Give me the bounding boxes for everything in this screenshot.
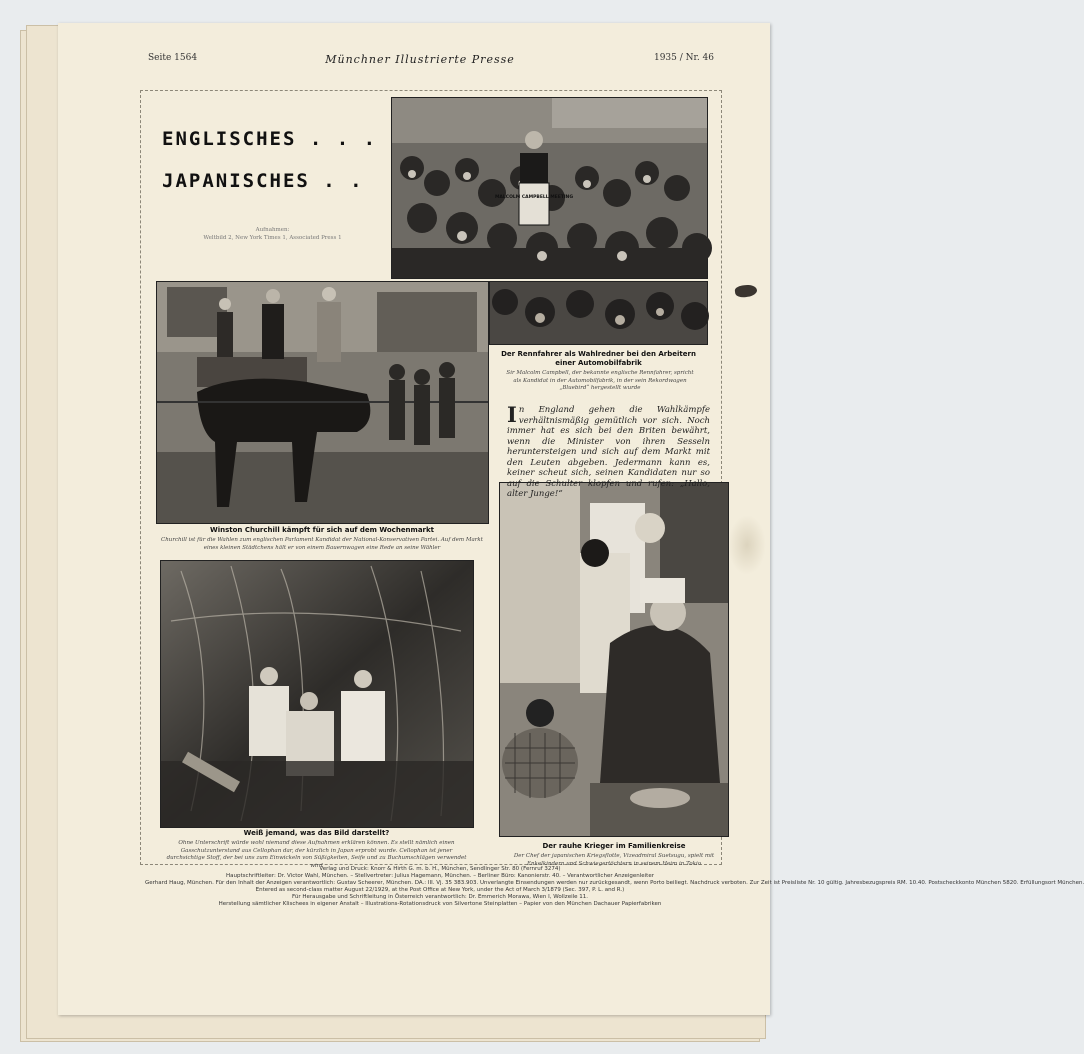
photo-campbell-meeting [391,97,708,279]
caption-title-rennfahrer: Der Rennfahrer als Wahlredner bei den Arbeitern einer Automobilfabrik [501,350,696,367]
imprint-line-5: Für Herausgabe und Schriftleitung in Österreich verantwortlich: Dr. Emmerich Morawa, Wien I, Wollzeile 11. [291,894,589,900]
article-text [507,402,710,500]
page-stain [728,515,766,575]
photo-credit-label: Aufnahmen: [255,227,290,233]
imprint-line-1: Verlag und Druck: Knorr & Hirth G. m. b. H., München, Sendlinger Str. 80 (Fernruf 3274) [319,866,561,872]
meeting-sign-text: MALCOLM CAMPBELL MEETING [494,195,574,200]
imprint-line-6: Herstellung sämtlicher Klischees in eigener Anstalt – Illustrations-Rotationsdruck von Silvertone Steinplatten – Papier von den München Dachauer Papierfabriken [218,901,662,907]
photo-crowd-lower [489,281,708,345]
caption-body-krieger: Der Chef der japanischen Kriegsflotte, Vizeadmiral Suetsugu, spielt mit Enkelkindern und Schwiegertöchtern in seinem Heim in Tokio [513,853,715,867]
photo-churchill-market [156,281,489,524]
caption-title-krieger: Der rauhe Krieger im Familienkreise [542,842,686,850]
imprint-line-3: Gerhard Haug, München. Für den Inhalt der Anzeigen verantwortlich: Gustav Scheerer, München. DA.: III. Vj. 35 383.903. Unverlangte Einsendungen werden nur zurückgesandt, wenn Porto beiliegt. Nachdruck verboten. Zur Zeit ist Preisliste Nr. 10 gültig. Jahresbezugspreis RM. 10.40. Postscheckkonto München 5820. Erfüllungsort München. [145,880,1084,886]
caption-body-rennfahrer: Sir Malcolm Campbell, der bekannte englische Rennfahrer, spricht als Kandidat in der Automobilfabrik, in der sein Rekordwagen „Bluebird“ hergestellt wurde [506,370,694,391]
imprint-line-2: Hauptschriftleiter: Dr. Victor Wahl, München. – Stellvertreter: Julius Hagemann, München. – Berliner Büro: Kanonierstr. 40. – Verantwortlicher Anzeigenleiter [226,873,654,879]
caption-body-bild: Ohne Unterschrift würde wohl niemand diese Aufnahmen erklären können. Es stellt nämlich einen Gasschutzunterstand aus Cellophan dar, der kürzlich in Japan erprobt wurde. Cellophan ist jener durchsichtige Stoff, der bei uns zum Einwickeln von Süßigkeiten, Seife und zu Buchumschlägen verwendet wird [166,840,467,869]
page-number: Seite 1564 [148,53,198,63]
photo-cellophane-shelter [160,560,474,828]
caption-title-churchill: Winston Churchill kämpft für sich auf dem Wochenmarkt [209,526,435,534]
headline-englisches: ENGLISCHES . . . [162,128,378,150]
article-body: n England gehen die Wahlkämpfe verhältnismäßig gemütlich vor sich. Noch immer hat es sich bei den Briten bewährt, wenn die Minister von ihren Sesseln heruntersteigen und sich auf dem Markt mit den Leuten abgeben. Jedermann kann es, keiner scheut sich, seinen Kandidaten nur so auf die Schulter klopfen und rufen: „Hallo, alter Junge!“ [507,405,710,499]
issue-number: 1935 / Nr. 46 [653,53,714,63]
photo-credit [165,226,380,242]
article-dropcap: I [507,402,517,427]
caption-title-bild: Weiß jemand, was das Bild darstellt? [243,829,390,837]
imprint-line-4: Entered as second-class matter August 22/1929, at the Post Office at New York, under the Act of March 3/1879 (Sec. 397, P. L. and R.) [255,887,625,893]
caption-body-churchill: Churchill ist für die Wahlen zum englischen Parlament Kandidat der National-Konservativen Partei. Auf dem Markt eines kleinen Städtchens hält er von einem Bauernwagen eine Rede an seine Wähler [161,537,483,551]
headline-japanisches: JAPANISCHES . . [162,170,364,192]
imprint [145,866,1084,908]
photo-credit-text: Weltbild 2, New York Times 1, Associated Press 1 [203,235,342,241]
photo-admiral-family [499,482,729,837]
masthead: Münchner Illustrierte Presse [325,53,515,66]
